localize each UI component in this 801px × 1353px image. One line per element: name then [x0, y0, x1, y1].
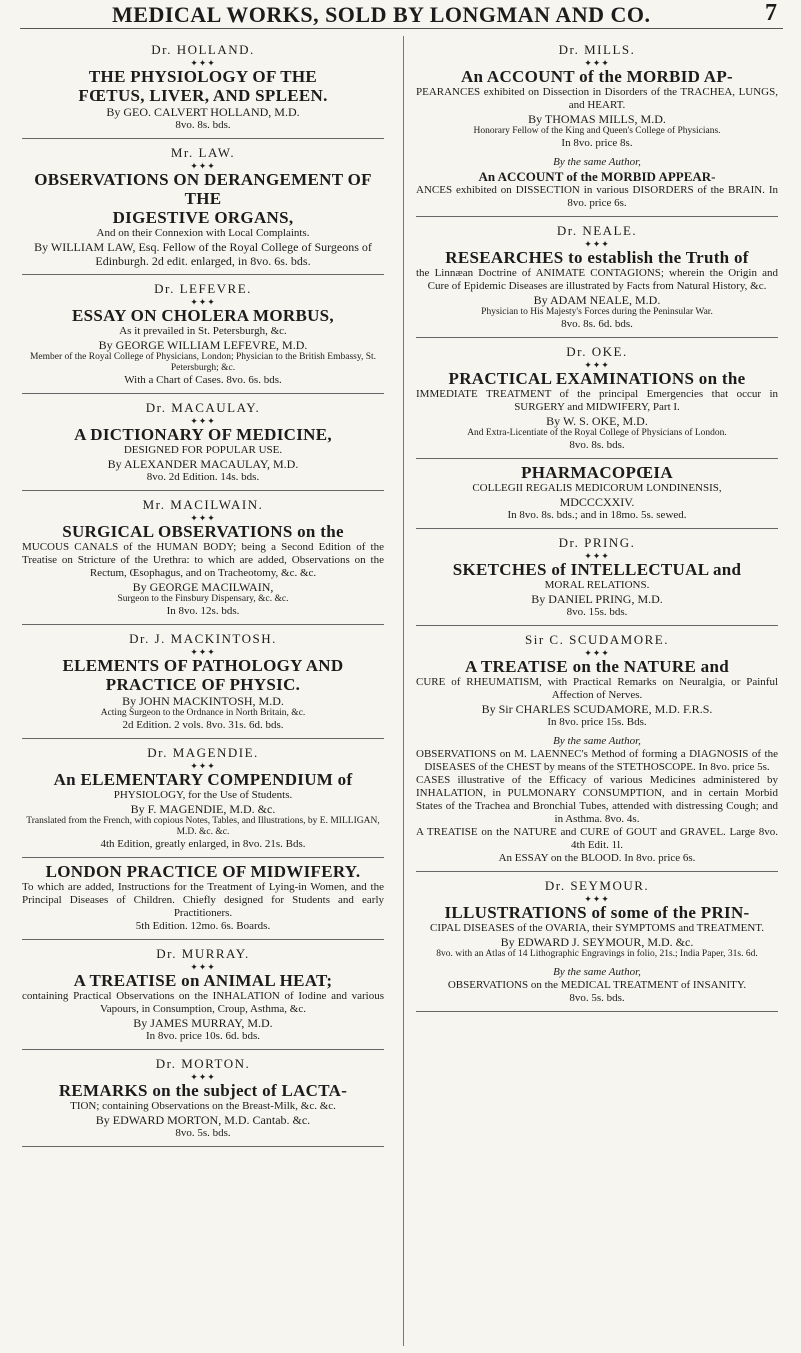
entry-body: MORAL RELATIONS.: [544, 579, 650, 591]
entry-byline: By JOHN MACKINTOSH, M.D.: [122, 694, 284, 708]
entry-price: In 8vo. price 10s. 6d. bds.: [146, 1030, 260, 1042]
entry-affiliation: And Extra-Licentiate of the Royal College of Physicians of London.: [467, 428, 727, 438]
entry-title: A TREATISE on the NATURE and: [465, 657, 729, 676]
entry-title: SKETCHES of INTELLECTUAL and: [452, 560, 742, 579]
entry-separator: [416, 871, 778, 872]
entry-affiliation: Physician to His Majesty's Forces during the Peninsular War.: [481, 307, 713, 317]
entry-author: Dr. LEFEVRE.: [154, 281, 252, 296]
entry-author: Mr. LAW.: [170, 145, 236, 160]
entry-author: Sir C. SCUDAMORE.: [525, 632, 669, 647]
entry-separator: [22, 138, 384, 139]
entry-byline: By W. S. OKE, M.D.: [546, 414, 648, 428]
catalogue-entry: [22, 400, 384, 491]
entry-price: With a Chart of Cases. 8vo. 6s. bds.: [124, 374, 282, 386]
catalogue-entry: [416, 459, 778, 529]
catalogue-entry: [416, 535, 778, 626]
ornament: ✦✦✦: [584, 360, 610, 370]
column-divider: [403, 36, 404, 1346]
same-author-heading: By the same Author,: [553, 966, 641, 978]
entry-body: the Linnæan Doctrine of ANIMATE CONTAGIONS; wherein the Origin and Cure of Epidemic Diseases are illustrated by Facts from Natural History, &c.: [416, 267, 778, 292]
entry-title: ELEMENTS OF PATHOLOGY AND: [62, 656, 344, 675]
entry-title: REMARKS on the subject of LACTA-: [58, 1081, 348, 1100]
catalogue-entry: [416, 344, 778, 459]
ornament: ✦✦✦: [584, 58, 610, 68]
entry-byline: By GEORGE WILLIAM LEFEVRE, M.D.: [98, 338, 308, 352]
entry-byline: By JAMES MURRAY, M.D.: [133, 1016, 273, 1030]
entry-author: Dr. MILLS.: [558, 42, 636, 57]
entry-affiliation: Translated from the French, with copious Notes, Tables, and Illustrations, by E. MILLIGAN, M.D. &c. &c.: [26, 816, 380, 837]
sub-entry-extra: CASES illustrative of the Efficacy of various Medicines administered by INHALATION, in PULMONARY CONSUMPTION, and in certain Morbid States of the Trachea and Bronchial Tubes, attended with distressing Cough; and in Asthma. 8vo. 4s.: [416, 774, 778, 825]
entry-body: TION; containing Observations on the Breast-Milk, &c. &c.: [70, 1100, 336, 1112]
ornament: ✦✦✦: [190, 647, 216, 657]
entry-separator: [416, 1011, 778, 1012]
entry-byline: By ALEXANDER MACAULAY, M.D.: [107, 457, 299, 471]
entry-title: ILLUSTRATIONS of some of the PRIN-: [444, 903, 750, 922]
entry-price: 8vo. 8s. 6d. bds.: [561, 318, 633, 330]
entry-price: 8vo. 2d Edition. 14s. bds.: [146, 471, 260, 483]
entry-separator: [22, 274, 384, 275]
entry-body: CURE of RHEUMATISM, with Practical Remarks on Neuralgia, or Painful Affection of Nerves.: [416, 676, 778, 701]
entry-byline: By THOMAS MILLS, M.D.: [528, 112, 666, 126]
ornament: ✦✦✦: [190, 1072, 216, 1082]
sub-entry-extra: An ESSAY on the BLOOD. In 8vo. price 6s.: [498, 852, 696, 864]
entry-body: PEARANCES exhibited on Dissection in Disorders of the TRACHEA, LUNGS, and HEART.: [416, 86, 778, 111]
catalogue-entry: [22, 745, 384, 858]
entry-byline: By WILLIAM LAW, Esq. Fellow of the Royal College of Surgeons of Edinburgh. 2d edit. enlarged, in 8vo. 6s. bds.: [34, 240, 372, 268]
entry-byline: MDCCCXXIV.: [559, 495, 635, 509]
entry-price: 2d Edition. 2 vols. 8vo. 31s. 6d. bds.: [122, 719, 284, 731]
left-column: [22, 36, 384, 1346]
sub-entry-title: An ACCOUNT of the MORBID APPEAR-: [478, 169, 716, 184]
ornament: ✦✦✦: [190, 962, 216, 972]
entry-title: THE PHYSIOLOGY OF THE: [88, 67, 318, 86]
entry-author: Dr. HOLLAND.: [151, 42, 255, 57]
entry-title: An ELEMENTARY COMPENDIUM of: [53, 770, 353, 789]
entry-body: PHYSIOLOGY, for the Use of Students.: [113, 789, 293, 801]
entry-body: CIPAL DISEASES of the OVARIA, their SYMPTOMS and TREATMENT.: [430, 922, 764, 934]
entry-title: LONDON PRACTICE OF MIDWIFERY.: [45, 862, 361, 881]
catalogue-entry: [22, 858, 384, 940]
entry-body: containing Practical Observations on the INHALATION of Iodine and various Vapours, in Consumption, Croup, Asthma, &c.: [22, 990, 384, 1015]
right-column: [416, 36, 778, 1346]
ornament: ✦✦✦: [584, 894, 610, 904]
entry-byline: By EDWARD MORTON, M.D. Cantab. &c.: [95, 1113, 311, 1127]
sub-entry-body: OBSERVATIONS on M. LAENNEC's Method of forming a DIAGNOSIS of the DISEASES of the CHEST by means of the STETHOSCOPE. In 8vo. price 5s.: [416, 748, 778, 773]
entry-affiliation: Member of the Royal College of Physicians, London; Physician to the British Embassy, St. Petersburgh; &c.: [29, 352, 377, 373]
catalogue-entry: [22, 1056, 384, 1147]
entry-separator: [22, 1049, 384, 1050]
entry-affiliation: Surgeon to the Finsbury Dispensary, &c. &c.: [117, 594, 289, 604]
entry-price: In 8vo. 8s. bds.; and in 18mo. 5s. sewed.: [507, 509, 687, 521]
ornament: ✦✦✦: [584, 648, 610, 658]
entry-price: 8vo. 8s. bds.: [569, 439, 625, 451]
header-rule: [20, 28, 783, 29]
ornament: ✦✦✦: [190, 58, 216, 68]
entry-body: DESIGNED FOR POPULAR USE.: [123, 444, 283, 456]
entry-author: Dr. J. MACKINTOSH.: [129, 631, 277, 646]
entry-byline: By EDWARD J. SEYMOUR, M.D. &c.: [500, 935, 694, 949]
catalogue-entry: [22, 42, 384, 139]
ornament: ✦✦✦: [190, 416, 216, 426]
entry-body: IMMEDIATE TREATMENT of the principal Emergencies that occur in SURGERY and MIDWIFERY, Part I.: [416, 388, 778, 413]
entry-body: COLLEGII REGALIS MEDICORUM LONDINENSIS,: [472, 482, 722, 494]
entry-title: RESEARCHES to establish the Truth of: [445, 248, 749, 267]
entry-author: Dr. PRING.: [558, 535, 636, 550]
ornament: ✦✦✦: [584, 551, 610, 561]
entry-title: SURGICAL OBSERVATIONS on the: [62, 522, 344, 541]
entry-byline: By ADAM NEALE, M.D.: [533, 293, 661, 307]
entry-author: Dr. MACAULAY.: [145, 400, 261, 415]
catalogue-entry: [416, 42, 778, 217]
entry-price: In 8vo. price 15s. Bds.: [547, 716, 647, 728]
entry-title: A TREATISE on ANIMAL HEAT;: [73, 971, 333, 990]
entry-price: 8vo. 15s. bds.: [566, 606, 628, 618]
catalogue-entry: [416, 878, 778, 1012]
entry-price: 8vo. 5s. bds.: [175, 1127, 231, 1139]
entry-byline: By GEO. CALVERT HOLLAND, M.D.: [106, 105, 300, 119]
entry-separator: [22, 939, 384, 940]
entry-price: 4th Edition, greatly enlarged, in 8vo. 21s. Bds.: [100, 838, 306, 850]
entry-affiliation: 8vo. with an Atlas of 14 Lithographic Engravings in folio, 21s.; India Paper, 31s. 6d.: [436, 949, 758, 959]
entry-title: DIGESTIVE ORGANS,: [112, 208, 294, 227]
catalogue-entry: [22, 145, 384, 275]
ornament: ✦✦✦: [190, 513, 216, 523]
entry-byline: By GEORGE MACILWAIN,: [132, 580, 274, 594]
entry-title: PRACTICE OF PHYSIC.: [105, 675, 301, 694]
entry-title: An ACCOUNT of the MORBID AP-: [460, 67, 734, 86]
catalogue-entry: [22, 946, 384, 1050]
running-title: MEDICAL WORKS, SOLD BY LONGMAN AND CO.: [112, 2, 651, 27]
same-author-heading: By the same Author,: [553, 156, 641, 168]
entry-separator: [22, 1146, 384, 1147]
entry-separator: [416, 337, 778, 338]
entry-body: MUCOUS CANALS of the HUMAN BODY; being a Second Edition of the Treatise on Stricture of the Urethra: to which are added, Observations on the Rectum, Œsophagus, and on Tracheotomy, &c. &c.: [22, 541, 384, 579]
entry-price: 8vo. 8s. bds.: [175, 119, 231, 131]
entry-body: To which are added, Instructions for the Treatment of Lying-in Women, and the Principal Diseases of Children. Chiefly designed for Students and early Practitioners.: [22, 881, 384, 919]
entry-byline: By F. MAGENDIE, M.D. &c.: [130, 802, 276, 816]
entry-body: As it prevailed in St. Petersburgh, &c.: [119, 325, 287, 337]
catalogue-entry: [22, 281, 384, 394]
entry-byline: By DANIEL PRING, M.D.: [531, 592, 663, 606]
entry-title: PHARMACOPŒIA: [521, 463, 673, 482]
entry-separator: [22, 393, 384, 394]
entry-title: A DICTIONARY OF MEDICINE,: [74, 425, 332, 444]
sub-entry-extra: A TREATISE on the NATURE and CURE of GOUT and GRAVEL. Large 8vo. 4th Edit. 1l.: [416, 826, 778, 851]
ornament: ✦✦✦: [190, 761, 216, 771]
entry-title: ESSAY ON CHOLERA MORBUS,: [72, 306, 334, 325]
ornament: ✦✦✦: [584, 239, 610, 249]
entry-author: Dr. MAGENDIE.: [147, 745, 259, 760]
running-header: [0, 0, 801, 40]
entry-separator: [22, 738, 384, 739]
same-author-heading: By the same Author,: [553, 735, 641, 747]
catalogue-entry: [416, 223, 778, 338]
entry-author: Dr. OKE.: [566, 344, 628, 359]
entry-byline: By Sir CHARLES SCUDAMORE, M.D. F.R.S.: [481, 702, 713, 716]
entry-separator: [416, 528, 778, 529]
entry-title: PRACTICAL EXAMINATIONS on the: [448, 369, 746, 388]
sub-entry-body: ANCES exhibited on DISSECTION in various DISORDERS of the BRAIN. In 8vo. price 6s.: [416, 184, 778, 209]
entry-title: FŒTUS, LIVER, AND SPLEEN.: [78, 86, 328, 105]
entry-affiliation: Honorary Fellow of the King and Queen's College of Physicians.: [473, 126, 721, 136]
sub-entry-extra: 8vo. 5s. bds.: [569, 992, 625, 1004]
entry-separator: [416, 625, 778, 626]
entry-price: 5th Edition. 12mo. 6s. Boards.: [135, 920, 271, 932]
entry-author: Mr. MACILWAIN.: [142, 497, 264, 512]
entry-title: OBSERVATIONS ON DERANGEMENT OF THE: [34, 170, 372, 208]
entry-body: And on their Connexion with Local Complaints.: [96, 227, 310, 239]
entry-price: In 8vo. price 8s.: [561, 137, 633, 149]
catalogue-entry: [22, 631, 384, 739]
entry-author: Dr. SEYMOUR.: [544, 878, 650, 893]
catalogue-entry: [416, 632, 778, 872]
entry-author: Dr. MORTON.: [155, 1056, 251, 1071]
entry-price: In 8vo. 12s. bds.: [166, 605, 240, 617]
ornament: ✦✦✦: [190, 161, 216, 171]
entry-separator: [22, 624, 384, 625]
entry-affiliation: Acting Surgeon to the Ordnance in North Britain, &c.: [100, 708, 306, 718]
page-number: 7: [765, 0, 777, 26]
entry-author: Dr. NEALE.: [556, 223, 638, 238]
entry-separator: [22, 490, 384, 491]
entry-separator: [416, 216, 778, 217]
sub-entry-body: OBSERVATIONS on the MEDICAL TREATMENT of INSANITY.: [447, 979, 747, 991]
ornament: ✦✦✦: [190, 297, 216, 307]
catalogue-entry: [22, 497, 384, 625]
entry-author: Dr. MURRAY.: [156, 946, 250, 961]
